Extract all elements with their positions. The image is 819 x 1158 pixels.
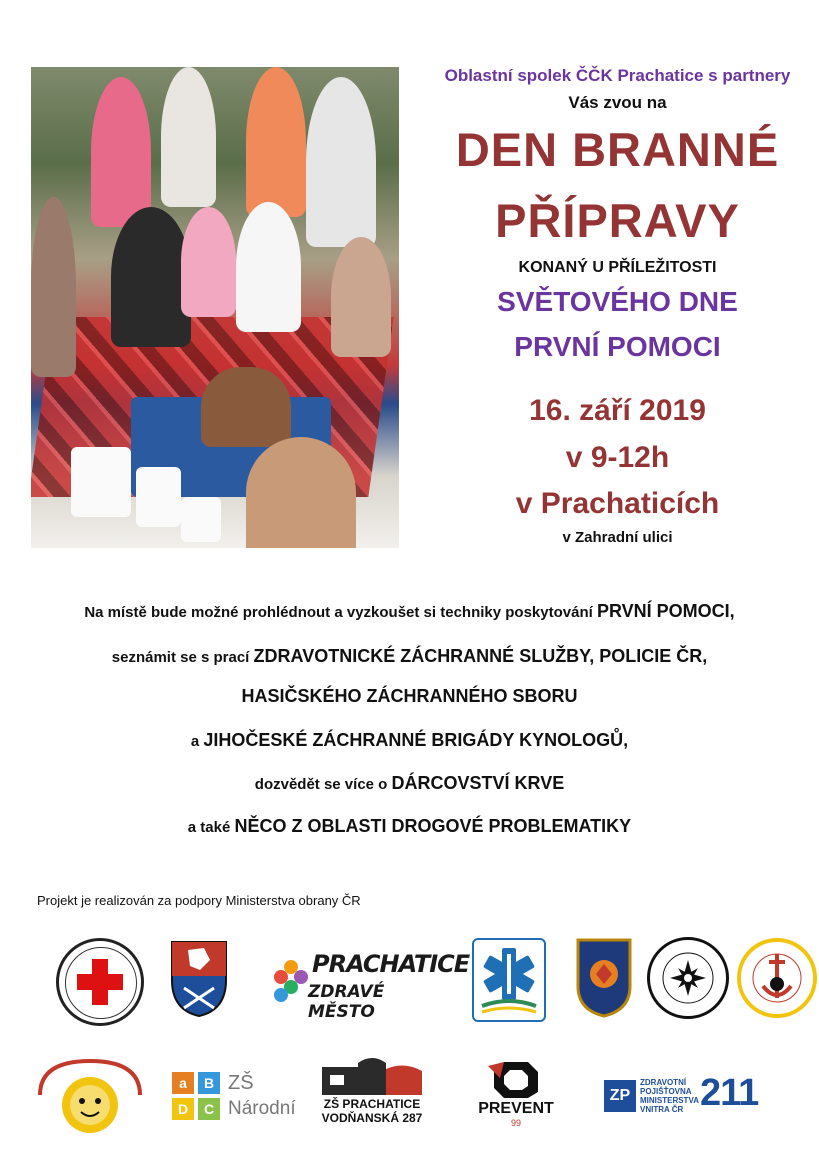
organizer-text: Oblastní spolek ČČK Prachatice s partnery <box>444 66 791 85</box>
photo-person <box>246 67 306 217</box>
zs-narodni-logo <box>172 1072 302 1124</box>
prachatice-logo-title: PRACHATICE <box>312 950 470 978</box>
zpmv-text-line: POJIŠŤOVNA <box>640 1087 692 1096</box>
photo-person <box>181 207 236 317</box>
event-place: v Prachaticích <box>515 487 720 520</box>
photo-person <box>161 67 216 207</box>
abc-letter-c: C <box>198 1098 220 1120</box>
zpmv-number: 211 <box>700 1072 759 1114</box>
event-time: v 9-12h <box>565 441 670 474</box>
abc-letter-a: a <box>172 1072 194 1094</box>
photo-bandage <box>71 447 131 517</box>
zs-vodnanska-line1: ZŠ PRACHATICE <box>323 1097 421 1111</box>
body-line-1-highlight: PRVNÍ POMOCI, <box>596 601 735 621</box>
body-line-2-highlight: ZDRAVOTNICKÉ ZÁCHRANNÉ SLUŽBY, POLICIE ČR, <box>253 646 708 666</box>
event-title-line2: PŘÍPRAVY <box>495 194 740 247</box>
occasion-text: KONANÝ U PŘÍLEŽITOSTI <box>518 259 717 276</box>
body-line-5-highlight: DÁRCOVSTVÍ KRVE <box>391 773 565 793</box>
zpmv-text-line: ZDRAVOTNÍ <box>640 1078 687 1087</box>
body-line-4-highlight: JIHOČESKÉ ZÁCHRANNÉ BRIGÁDY KYNOLOGŮ, <box>203 730 629 750</box>
photo-person <box>111 207 191 347</box>
photo-cpr-dummy <box>201 367 291 447</box>
flower-dot <box>274 988 288 1002</box>
photo-person <box>91 77 151 227</box>
zpmv-text-line: MINISTERSTVA <box>640 1096 699 1105</box>
zpmv-box: ZP <box>604 1080 636 1112</box>
photo-person <box>246 437 356 548</box>
police-star-icon <box>647 937 729 1019</box>
red-cross-logo <box>56 938 144 1026</box>
photo-bandage <box>181 497 221 542</box>
prevent-number: 99 <box>510 1118 521 1128</box>
zpmv-logo <box>604 1072 764 1122</box>
rescue-brigade-anchor-icon <box>737 938 817 1018</box>
photo-person <box>31 197 76 377</box>
photo-person <box>306 77 376 247</box>
red-cross-icon-bar <box>77 974 123 990</box>
zs-narodni-abbr: ZŠ <box>228 1072 254 1094</box>
zpmv-text <box>640 1078 699 1114</box>
event-street: v Zahradní ulici <box>562 529 673 546</box>
zs-vodnanska-logo <box>318 1053 426 1128</box>
abc-letter-d: D <box>172 1098 194 1120</box>
event-photo <box>31 67 399 548</box>
fire-rescue-badge-icon <box>576 938 632 1018</box>
body-line-3 <box>0 686 819 707</box>
body-line-6-highlight: NĚCO Z OBLASTI DROGOVÉ PROBLEMATIKY <box>234 816 632 836</box>
abc-letter-b: B <box>198 1072 220 1094</box>
zs-zlata-stezka-sun-icon <box>30 1055 150 1137</box>
event-title-line1: DEN BRANNÉ <box>455 123 780 176</box>
prachatice-coat-of-arms-icon <box>170 940 228 1018</box>
body-line-1-text: Na místě bude možné prohlédnout a vyzkoušet si techniky poskytování <box>84 604 597 621</box>
body-line-2-text: seznámit se s prací <box>111 649 254 666</box>
prachatice-healthy-city-logo <box>270 948 470 1022</box>
ems-star-of-life-icon <box>472 938 546 1022</box>
body-line-2 <box>0 646 819 667</box>
zs-narodni-name: Národní <box>228 1098 296 1119</box>
body-line-6-text: a také <box>187 819 235 836</box>
school-building-icon <box>318 1053 426 1097</box>
world-day-line1: SVĚTOVÉHO DNE <box>497 286 738 317</box>
body-line-1 <box>0 601 819 622</box>
photo-bandage <box>136 467 181 527</box>
world-day-line2: PRVNÍ POMOCI <box>514 331 721 362</box>
photo-person <box>331 237 391 357</box>
prachatice-logo-subtitle: ZDRAVÉ MĚSTO <box>308 982 385 1022</box>
body-line-4 <box>0 730 819 751</box>
body-line-4-text: a <box>190 733 204 750</box>
body-line-3-highlight: HASIČSKÉHO ZÁCHRANNÉHO SBORU <box>241 686 578 706</box>
body-line-5 <box>0 773 819 794</box>
photo-person <box>236 202 301 332</box>
prevent-logo <box>474 1058 558 1128</box>
prevent-name: PREVENT <box>478 1100 554 1117</box>
invite-text: Vás zvou na <box>568 93 667 112</box>
event-date: 16. září 2019 <box>529 394 706 427</box>
body-line-5-text: dozvědět se více o <box>254 776 392 793</box>
prevent-octagon-icon <box>474 1058 558 1100</box>
zs-vodnanska-line2: VODŇANSKÁ 287 <box>321 1111 423 1125</box>
zpmv-text-line: VNITRA ČR <box>640 1105 684 1114</box>
project-note: Projekt je realizován za podpory Ministerstva obrany ČR <box>37 893 361 908</box>
body-line-6 <box>0 816 819 837</box>
